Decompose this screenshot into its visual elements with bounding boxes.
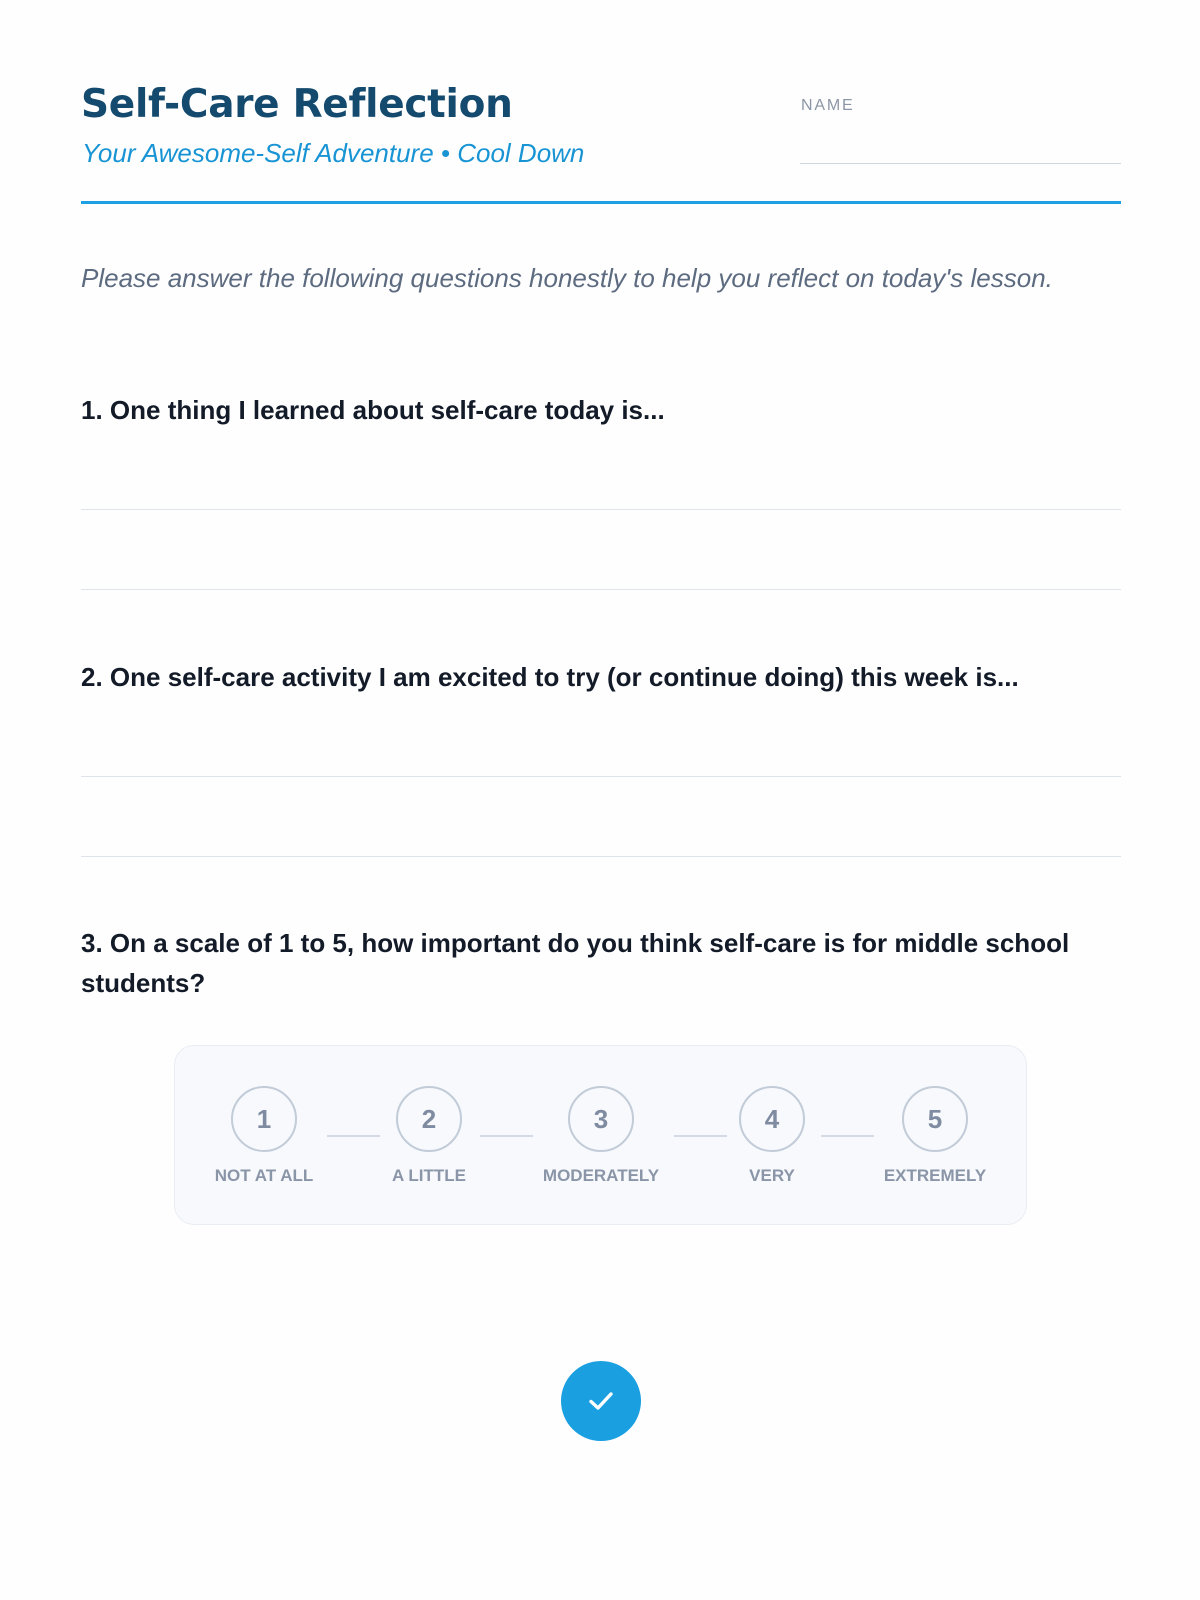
rating-option-1[interactable] <box>184 1086 344 1186</box>
worksheet <box>81 0 1121 1185</box>
rating-option-5[interactable] <box>855 1086 1015 1186</box>
rating-option-2[interactable] <box>349 1086 509 1186</box>
page-title: Self-Care Reflection <box>81 82 513 127</box>
rating-circle[interactable]: 4 <box>739 1086 805 1152</box>
answer-line-1a[interactable] <box>81 509 1121 510</box>
question-2: 2. One self-care activity I am excited to try (or continue doing) this week is... <box>81 662 1019 692</box>
check-icon <box>584 1384 618 1418</box>
rating-circle[interactable]: 2 <box>396 1086 462 1152</box>
importance-rating-scale <box>174 1045 1027 1225</box>
question-1: 1. One thing I learned about self-care today is... <box>81 395 665 425</box>
rating-label: MODERATELY <box>542 1166 660 1185</box>
rating-circle[interactable]: 5 <box>902 1086 968 1152</box>
rating-label: NOT AT ALL <box>214 1166 314 1185</box>
rating-label: EXTREMELY <box>883 1166 987 1185</box>
page-subtitle: Your Awesome-Self Adventure • Cool Down <box>82 138 585 168</box>
rating-circle[interactable]: 3 <box>568 1086 634 1152</box>
rating-circle[interactable]: 1 <box>231 1086 297 1152</box>
instructions: Please answer the following questions honestly to help you reflect on today's lesson. <box>81 263 1053 293</box>
question-3: 3. On a scale of 1 to 5, how important do you think self-care is for middle school students? <box>81 928 1070 998</box>
answer-line-2a[interactable] <box>81 776 1121 777</box>
rating-option-4[interactable] <box>692 1086 852 1186</box>
name-label: NAME <box>801 97 855 114</box>
header <box>81 0 1121 204</box>
rating-label: A LITTLE <box>392 1166 466 1185</box>
name-field[interactable] <box>800 97 1121 164</box>
submit-button[interactable] <box>561 1361 641 1441</box>
rating-option-3[interactable] <box>521 1086 681 1186</box>
answer-line-2b[interactable] <box>81 856 1121 857</box>
rating-label: VERY <box>749 1166 795 1185</box>
answer-line-1b[interactable] <box>81 589 1121 590</box>
